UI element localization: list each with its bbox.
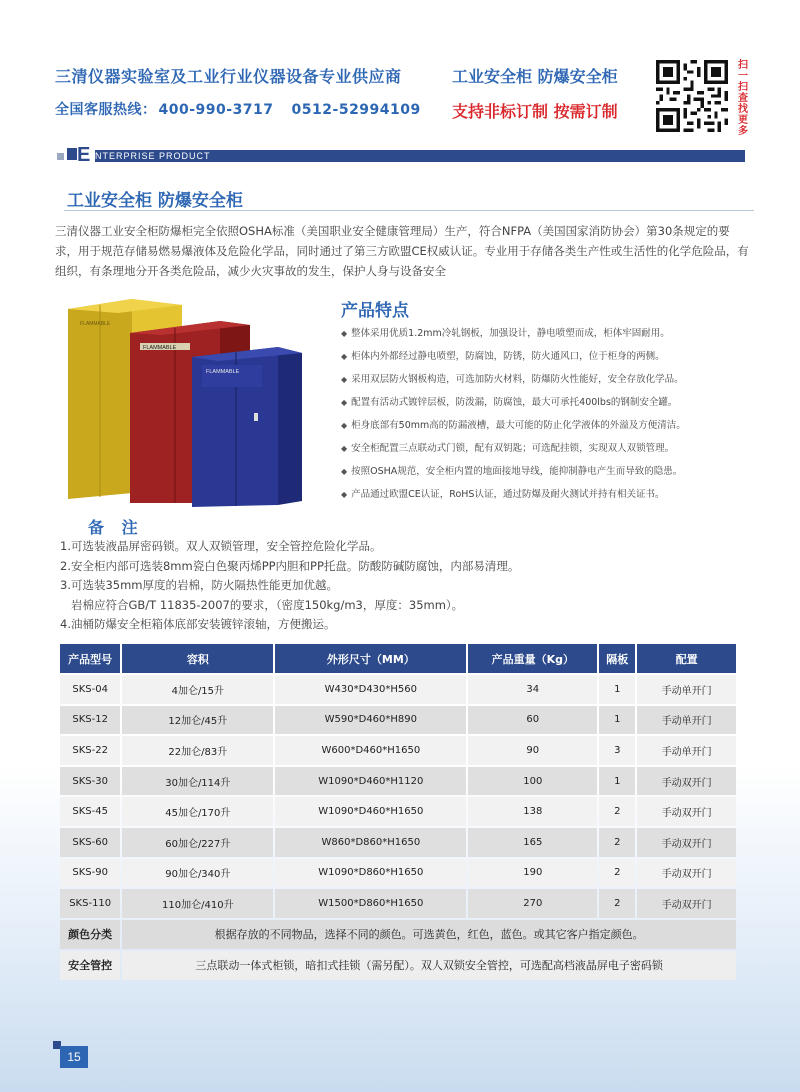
feature-item: ◆ 整体采用优质1.2mm冷轧钢板，加强设计，静电喷塑而成，柜体牢固耐用。 <box>341 328 670 339</box>
scan-more-text: 扫一扫 查找更多 <box>738 60 748 137</box>
cell-volume: 30加仑/114升 <box>122 767 273 796</box>
cell-dimensions: W1090*D860*H1650 <box>275 859 466 888</box>
diamond-bullet-icon: ◆ <box>341 329 348 338</box>
feature-item: ◆ 柜身底部有50mm高的防漏液槽，最大可能的防止化学液体的外溢及方便清洁。 <box>341 420 686 431</box>
cell-dimensions: W430*D430*H560 <box>275 675 466 704</box>
cell-shelves: 2 <box>599 797 635 826</box>
cell-dimensions: W860*D860*H1650 <box>275 828 466 857</box>
cell-dimensions: W590*D460*H890 <box>275 706 466 735</box>
cell-model: SKS-110 <box>60 889 120 918</box>
table-row <box>60 767 736 796</box>
cell-weight: 34 <box>468 675 597 704</box>
feature-item: ◆ 配置有活动式镀锌层板，防泼漏，防腐蚀，最大可承托400lbs的钢制安全罐。 <box>341 397 678 408</box>
color-options-text: 根据存放的不同物品，选择不同的颜色。可选黄色，红色，蓝色。或其它客户指定颜色。 <box>122 920 736 949</box>
cell-volume: 12加仑/45升 <box>122 706 273 735</box>
cell-volume: 22加仑/83升 <box>122 736 273 765</box>
diamond-bullet-icon: ◆ <box>341 421 348 430</box>
diamond-bullet-icon: ◆ <box>341 490 348 499</box>
note-item: 3.可选装35mm厚度的岩棉，防火隔热性能更加优越。 <box>60 578 339 592</box>
cell-config: 手动双开门 <box>637 859 736 888</box>
col-header-model: 产品型号 <box>60 644 120 673</box>
feature-item: ◆ 按照OSHA规范，安全柜内置的地面接地导线，能抑制静电产生而导致的隐患。 <box>341 466 683 477</box>
cell-dimensions: W600*D460*H1650 <box>275 736 466 765</box>
table-row <box>60 706 736 735</box>
cell-shelves: 1 <box>599 767 635 796</box>
col-header-config: 配置 <box>637 644 736 673</box>
security-text: 三点联动一体式柜锁，暗扣式挂锁（需另配）。双人双锁安全管控，可选配高档液晶屏电子密码锁 <box>122 951 736 980</box>
decor-square <box>57 153 64 160</box>
header-custom-text: 支持非标订制 按需订制 <box>452 102 618 121</box>
diamond-bullet-icon: ◆ <box>341 352 348 361</box>
title-divider <box>64 210 754 211</box>
header-product-title: 工业安全柜 防爆安全柜 <box>452 67 618 86</box>
qr-code-icon <box>656 60 728 132</box>
cell-model: SKS-22 <box>60 736 120 765</box>
phone-2: 0512-52994109 <box>291 102 421 118</box>
security-label: 安全管控 <box>60 951 120 980</box>
note-item: 岩棉应符合GB/T 11835-2007的要求，（密度150kg/m3，厚度：35mm）。 <box>60 597 464 612</box>
cell-shelves: 2 <box>599 828 635 857</box>
hotline-label: 全国客服热线： <box>55 102 157 118</box>
diamond-bullet-icon: ◆ <box>341 398 348 407</box>
cell-weight: 165 <box>468 828 597 857</box>
diamond-bullet-icon: ◆ <box>341 467 348 476</box>
diamond-bullet-icon: ◆ <box>341 444 348 453</box>
cell-weight: 138 <box>468 797 597 826</box>
cell-shelves: 2 <box>599 859 635 888</box>
cell-volume: 4加仑/15升 <box>122 675 273 704</box>
table-header-row <box>60 644 736 673</box>
feature-item: ◆ 柜体内外都经过静电喷塑，防腐蚀，防锈，防火通风口，位于柜身的两侧。 <box>341 351 665 362</box>
cell-config: 手动双开门 <box>637 767 736 796</box>
cell-weight: 90 <box>468 736 597 765</box>
notes-title: 备 注 <box>88 518 144 537</box>
note-item: 2.安全柜内部可选装8mm瓷白色聚丙烯PP内胆和PP托盘。防酸防碱防腐蚀，内部易清理。 <box>60 558 520 573</box>
cell-config: 手动双开门 <box>637 828 736 857</box>
features-title: 产品特点 <box>341 301 409 321</box>
page-title: 工业安全柜 防爆安全柜 <box>67 191 243 211</box>
cell-dimensions: W1090*D460*H1650 <box>275 797 466 826</box>
page-number: 15 <box>60 1046 88 1068</box>
cell-config: 手动单开门 <box>637 736 736 765</box>
cell-model: SKS-60 <box>60 828 120 857</box>
color-options-label: 颜色分类 <box>60 920 120 949</box>
col-header-shelves: 隔板 <box>599 644 635 673</box>
col-header-dimensions: 外形尺寸（MM） <box>275 644 466 673</box>
table-row <box>60 736 736 765</box>
cabinet-label: FLAMMABLE <box>206 369 240 375</box>
feature-item: ◆ 产品通过欧盟CE认证，RoHS认证，通过防爆及耐火测试并持有相关证书。 <box>341 489 665 500</box>
security-row <box>60 951 736 980</box>
enterprise-bar-text: NTERPRISE PRODUCT <box>95 151 211 161</box>
cabinet-label: FLAMMABLE <box>80 321 111 327</box>
cell-config: 手动双开门 <box>637 797 736 826</box>
cell-model: SKS-04 <box>60 675 120 704</box>
cell-shelves: 1 <box>599 675 635 704</box>
hotline <box>55 99 421 119</box>
cell-volume: 90加仑/340升 <box>122 859 273 888</box>
cell-model: SKS-45 <box>60 797 120 826</box>
cabinet-label: FLAMMABLE <box>143 345 177 351</box>
table-row <box>60 797 736 826</box>
note-item: 1.可选装液晶屏密码锁。双人双锁管理，安全管控危险化学品。 <box>60 539 382 553</box>
phone-1: 400-990-3717 <box>158 102 274 118</box>
cell-config: 手动双开门 <box>637 889 736 918</box>
cell-weight: 100 <box>468 767 597 796</box>
cell-weight: 270 <box>468 889 597 918</box>
header-product <box>452 64 618 122</box>
decor-square <box>67 148 77 160</box>
enterprise-letter: E <box>77 144 91 166</box>
table-row <box>60 889 736 918</box>
note-item: 4.油桶防爆安全柜箱体底部安装镀锌滚轴，方便搬运。 <box>60 617 336 631</box>
cell-volume: 110加仑/410升 <box>122 889 273 918</box>
header-left <box>55 64 421 119</box>
cell-weight: 60 <box>468 706 597 735</box>
cell-dimensions: W1500*D860*H1650 <box>275 889 466 918</box>
cell-shelves: 2 <box>599 889 635 918</box>
col-header-weight: 产品重量（Kg） <box>468 644 597 673</box>
cell-volume: 45加仑/170升 <box>122 797 273 826</box>
cell-config: 手动单开门 <box>637 675 736 704</box>
cell-model: SKS-12 <box>60 706 120 735</box>
cell-volume: 60加仑/227升 <box>122 828 273 857</box>
cell-dimensions: W1090*D460*H1120 <box>275 767 466 796</box>
feature-item: ◆ 采用双层防火钢板构造，可选加防火材料，防爆防火性能好，安全存放化学品。 <box>341 374 684 385</box>
spec-table <box>58 642 738 982</box>
features-list <box>341 322 761 506</box>
company-tagline: 三清仪器实验室及工业行业仪器设备专业供应商 <box>55 67 402 86</box>
table-row <box>60 859 736 888</box>
diamond-bullet-icon: ◆ <box>341 375 348 384</box>
cell-config: 手动单开门 <box>637 706 736 735</box>
cell-model: SKS-30 <box>60 767 120 796</box>
col-header-volume: 容积 <box>122 644 273 673</box>
table-row <box>60 828 736 857</box>
feature-item: ◆ 安全柜配置三点联动式门锁，配有双钥匙；可选配挂锁，实现双人双锁管理。 <box>341 443 675 454</box>
cell-model: SKS-90 <box>60 859 120 888</box>
cell-weight: 190 <box>468 859 597 888</box>
table-row <box>60 675 736 704</box>
enterprise-product-bar <box>55 146 745 164</box>
cell-shelves: 3 <box>599 736 635 765</box>
intro-paragraph: 三清仪器工业安全柜防爆柜完全依照OSHA标准（美国职业安全健康管理局）生产，符合NFPA（美国国家消防协会）第30条规定的要求，用于规范存储易燃易爆液体及危险化学品，同时通过了第三方欧盟CE权威认证。专业用于存储各类生产性或生活性的化学危险品，有组织，有条理地分开各类危险品，减少火灾事故的发生，保护人身与设备安全 <box>55 224 749 278</box>
notes-list <box>60 537 760 635</box>
color-options-row <box>60 920 736 949</box>
safety-cabinets-image <box>60 295 315 510</box>
enterprise-bar-strip <box>95 150 745 162</box>
cell-shelves: 1 <box>599 706 635 735</box>
